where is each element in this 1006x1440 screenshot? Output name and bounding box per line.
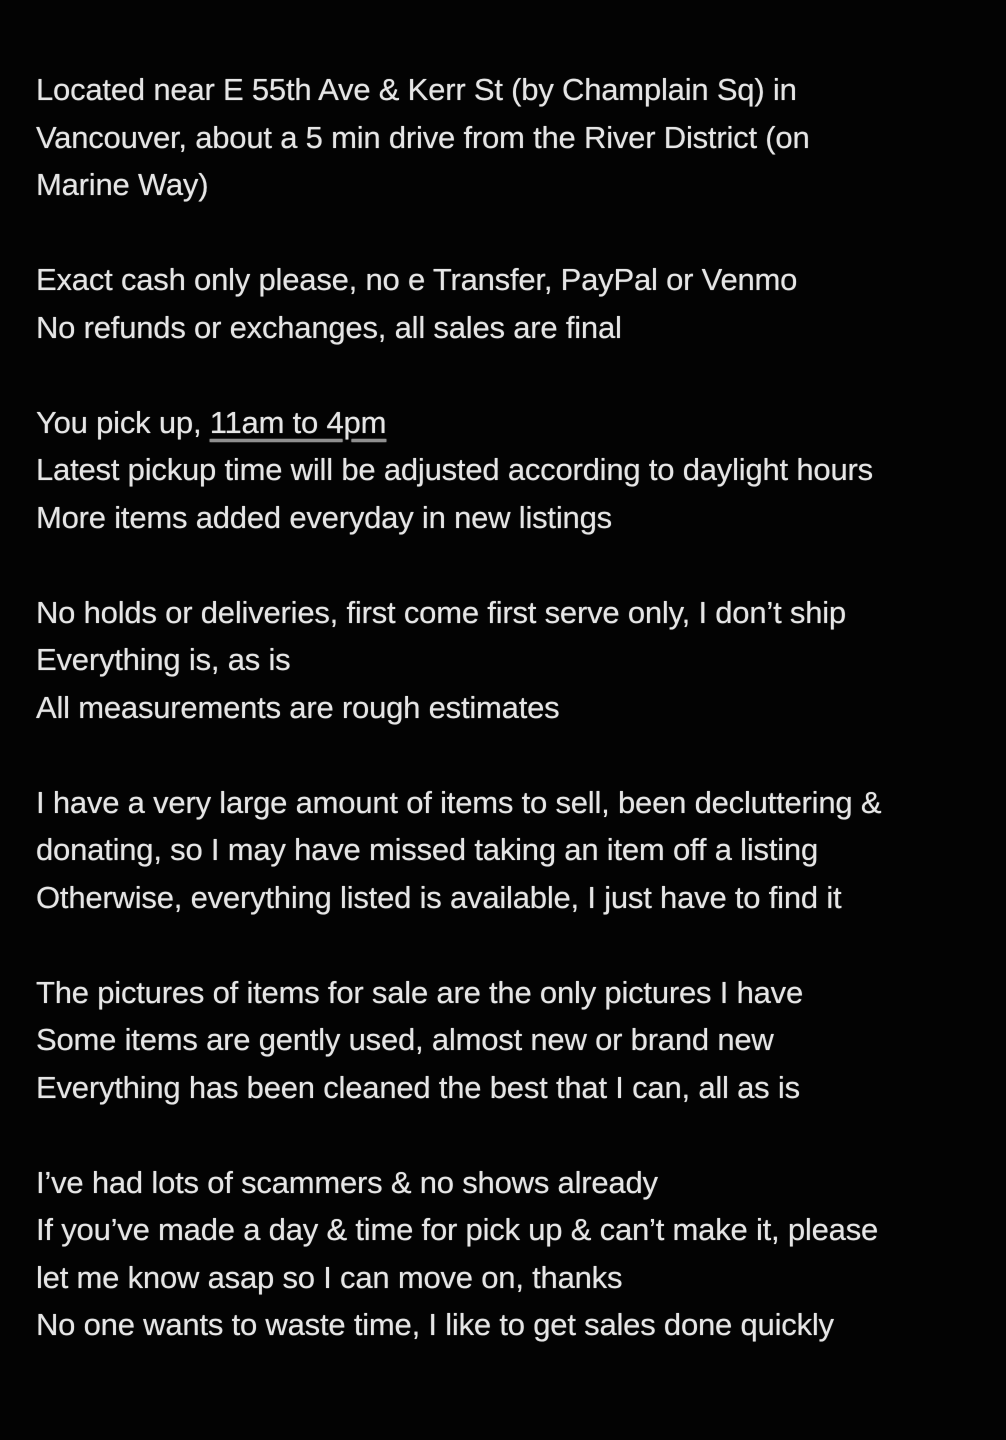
pickup-prefix: You pick up, bbox=[36, 404, 210, 440]
text-line: Latest pickup time will be adjusted according to daylight hours bbox=[36, 452, 873, 487]
paragraph-payment bbox=[36, 256, 986, 351]
text-line: Otherwise, everything listed is available, I just have to find it bbox=[36, 879, 842, 915]
text-line: I have a very large amount of items to sell, been decluttering & bbox=[36, 784, 882, 820]
text-line: All measurements are rough estimates bbox=[36, 689, 560, 725]
text-line: Located near E 55th Ave & Kerr St (by Champlain Sq) in bbox=[36, 72, 797, 107]
paragraph-no-shows bbox=[36, 1159, 986, 1349]
text-line: The pictures of items for sale are the only pictures I have bbox=[36, 974, 804, 1010]
paragraph-policy bbox=[36, 589, 986, 732]
text-line: Everything has been cleaned the best that I can, all as is bbox=[36, 1069, 800, 1105]
text-line: No holds or deliveries, first come first serve only, I don’t ship bbox=[36, 594, 846, 630]
text-line: No refunds or exchanges, all sales are final bbox=[36, 309, 622, 345]
paragraph-inventory bbox=[36, 779, 986, 922]
text-line: Exact cash only please, no e Transfer, PayPal or Venmo bbox=[36, 262, 798, 297]
text-line: let me know asap so I can move on, thanks bbox=[36, 1259, 623, 1295]
paragraph-condition bbox=[36, 969, 986, 1112]
paragraph-location bbox=[36, 66, 986, 209]
text-line: Marine Way) bbox=[36, 167, 209, 202]
paragraph-pickup bbox=[36, 399, 986, 542]
pickup-hours-underlined: 11am to 4pm bbox=[209, 404, 387, 440]
text-line: Vancouver, about a 5 min drive from the River District (on bbox=[36, 119, 810, 155]
text-line: I’ve had lots of scammers & no shows already bbox=[36, 1164, 658, 1200]
text-line: Some items are gently used, almost new or brand new bbox=[36, 1022, 774, 1057]
text-line: If you’ve made a day & time for pick up & can’t make it, please bbox=[36, 1212, 879, 1247]
text-line bbox=[36, 399, 986, 447]
text-line: No one wants to waste time, I like to get sales done quickly bbox=[36, 1307, 834, 1342]
text-line: Everything is, as is bbox=[36, 642, 291, 677]
text-line: donating, so I may have missed taking an item off a listing bbox=[36, 832, 818, 867]
text-line: More items added everyday in new listings bbox=[36, 499, 612, 535]
